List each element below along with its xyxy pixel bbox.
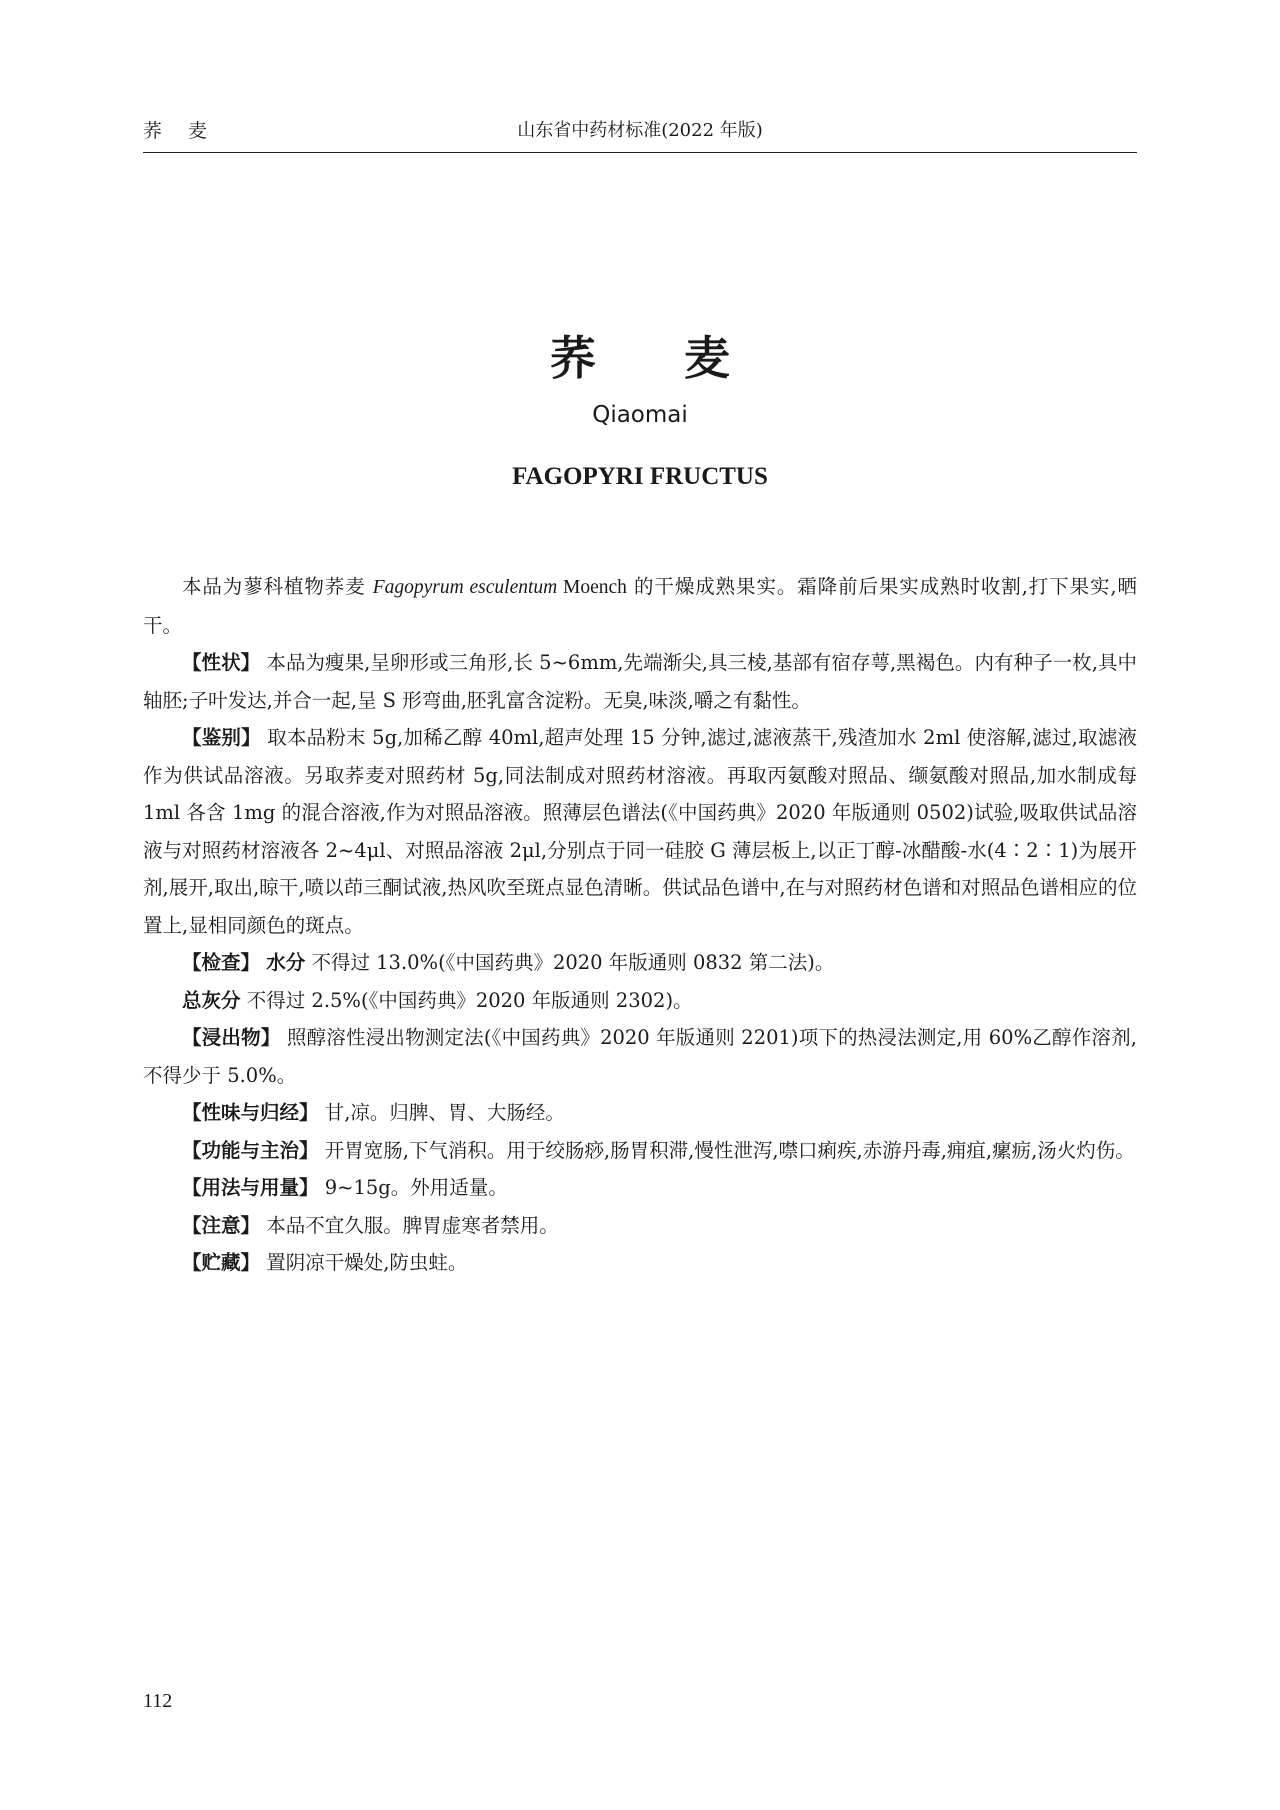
header-book-title: 山东省中药材标准(2022 年版) [517,120,763,141]
section-label: 【检查】 [182,951,261,974]
section-zhucang [143,1244,1137,1282]
section-label: 【浸出物】 [182,1026,281,1049]
section-label: 【注意】 [182,1213,261,1237]
pinyin-name: Qiaomai [592,402,688,428]
section-yongfa [143,1169,1137,1207]
subsection-label: 总灰分 [182,988,241,1012]
intro-paragraph: 本品为蓼科植物荞麦 Fagopyrum esculentum Moench 的干燥成熟果实。霜降前后果实成熟时收割,打下果实,晒干。 [143,575,1137,637]
section-zhuyi [143,1207,1137,1245]
header-section-name: 荞 麦 [143,120,218,142]
section-jinchuwu [143,1019,1137,1094]
section-xingzhuang [143,644,1137,719]
section-text: 取本品粉末 5g,加稀乙醇 40ml,超声处理 15 分钟,滤过,滤液蒸干,残渣加水 2ml 使溶解,滤过,取滤液作为供试品溶液。另取荞麦对照药材 5g,同法制成对照药材溶液。再取丙氨酸对照品、缬氨酸对照品,加水制成每 1ml 各含 1mg 的混合溶液,作为对照品溶液。照薄层色谱法(《中国药典》2020 年版通则 0502)试验,吸取供试品溶液与对照药材溶液各 2~4μl、对照品溶液 2μl,分别点于同一硅胶 G 薄层板上,以正丁醇-冰醋酸-水(4∶2∶1)为展开剂,展开,取出,晾干,喷以茚三酮试液,热风吹至斑点显色清晰。供试品色谱中,在与对照药材色谱和对照品色谱相应的位置上,显相同颜色的斑点。 [143,726,1137,937]
section-label: 【用法与用量】 [182,1176,319,1199]
section-jiancha [143,944,1137,982]
section-jiancha-ash [143,982,1137,1020]
subsection-label: 水分 [266,951,306,974]
section-label: 【功能与主治】 [182,1138,319,1162]
section-text: 本品不宜久服。脾胃虚寒者禁用。 [266,1213,559,1237]
section-text: 甘,凉。归脾、胃、大肠经。 [324,1101,565,1124]
latin-title: FAGOPYRI FRUCTUS [512,463,768,490]
section-text: 本品为瘦果,呈卵形或三角形,长 5~6mm,先端渐尖,具三棱,基部有宿存萼,黑褐色。内有种子一枚,具中轴胚;子叶发达,并合一起,呈 S 形弯曲,胚乳富含淀粉。无臭,味淡,嚼之有黏性。 [143,651,1137,712]
section-label: 【贮藏】 [182,1251,261,1274]
page-title: 荞 麦 [549,331,766,385]
running-header [143,110,1137,153]
latin-species-name: Fagopyrum esculentum [372,577,558,598]
section-text: 9~15g。外用适量。 [324,1176,508,1199]
section-gongneng [143,1132,1137,1170]
monograph-body [143,568,1137,1282]
section-text: 不得过 13.0%(《中国药典》2020 年版通则 0832 第二法)。 [311,951,835,974]
section-jianbie [143,719,1137,944]
section-text: 开胃宽肠,下气消积。用于绞肠痧,肠胃积滞,慢性泄泻,噤口痢疾,赤游丹毒,痈疽,瘰疬,汤火灼伤。 [324,1138,1135,1162]
section-xingwei [143,1094,1137,1132]
section-text: 照醇溶性浸出物测定法(《中国药典》2020 年版通则 2201)项下的热浸法测定,用 60%乙醇作溶剂,不得少于 5.0%。 [143,1026,1137,1087]
latin-author: Moench [557,577,627,598]
section-label: 【鉴别】 [182,726,261,749]
section-label: 【性味与归经】 [182,1101,319,1124]
section-text: 置阴凉干燥处,防虫蛀。 [266,1251,468,1274]
section-label: 【性状】 [182,651,261,674]
page-number: 112 [143,1690,173,1712]
section-text: 不得过 2.5%(《中国药典》2020 年版通则 2302)。 [246,988,693,1012]
